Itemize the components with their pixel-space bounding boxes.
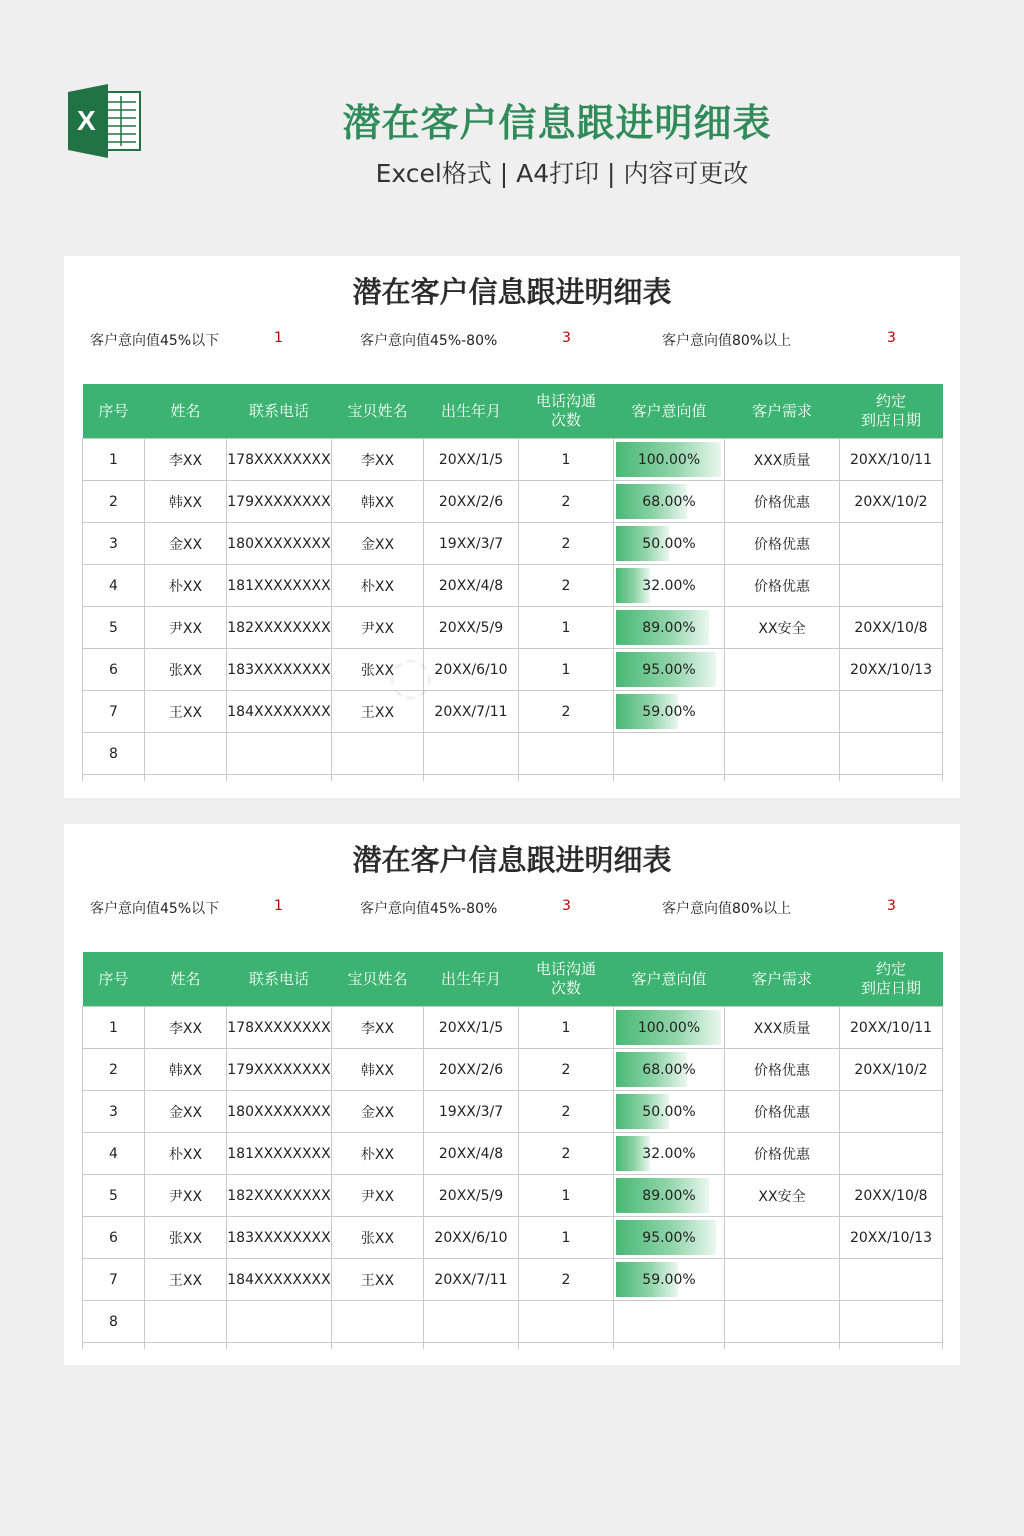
customer-need: 价格优惠: [725, 481, 840, 523]
row-no: 2: [83, 481, 145, 523]
table-row: [83, 1301, 943, 1343]
phone-number: 180XXXXXXXX: [227, 523, 332, 565]
empty-cell: [227, 775, 332, 782]
table-row: [83, 1091, 943, 1133]
table-row: [83, 1175, 943, 1217]
intent-value: [614, 565, 725, 607]
customer-need: [725, 649, 840, 691]
table-row: [83, 733, 943, 775]
customer-name: 金XX: [145, 1091, 227, 1133]
appointment-date: 20XX/10/8: [840, 1175, 943, 1217]
customer-need: 价格优惠: [725, 1049, 840, 1091]
phone-number: 181XXXXXXXX: [227, 1133, 332, 1175]
baby-name: 金XX: [332, 1091, 424, 1133]
intent-value: [614, 439, 725, 481]
customer-name: 王XX: [145, 691, 227, 733]
phone-number: 184XXXXXXXX: [227, 1259, 332, 1301]
birth-date: 20XX/2/6: [424, 1049, 519, 1091]
table-row: [83, 691, 943, 733]
phone-number: 179XXXXXXXX: [227, 481, 332, 523]
phone-number: [227, 1301, 332, 1343]
row-no: 3: [83, 1091, 145, 1133]
table-row: [83, 439, 943, 481]
phone-number: 183XXXXXXXX: [227, 1217, 332, 1259]
table-row: [83, 1217, 943, 1259]
phone-number: 178XXXXXXXX: [227, 1007, 332, 1049]
customer-need: XXX质量: [725, 439, 840, 481]
call-count: [519, 733, 614, 775]
baby-name: 张XX: [332, 649, 424, 691]
sheet-title: 潜在客户信息跟进明细表: [352, 843, 672, 877]
baby-name: [332, 733, 424, 775]
customer-name: [145, 733, 227, 775]
birth-date: 20XX/6/10: [424, 1217, 519, 1259]
table-row: [83, 649, 943, 691]
birth-date: 20XX/5/9: [424, 1175, 519, 1217]
empty-cell: [145, 1343, 227, 1350]
birth-date: 20XX/7/11: [424, 1259, 519, 1301]
appointment-date: 20XX/10/2: [840, 481, 943, 523]
column-header: 序号: [83, 952, 145, 1007]
appointment-date: [840, 691, 943, 733]
intent-value: [614, 481, 725, 523]
birth-date: 20XX/1/5: [424, 1007, 519, 1049]
intent-value: [614, 1091, 725, 1133]
call-count: 1: [519, 1175, 614, 1217]
intent-label: 59.00%: [642, 1271, 696, 1288]
table-row: [83, 523, 943, 565]
intent-label: 100.00%: [637, 451, 701, 468]
baby-name: 尹XX: [332, 607, 424, 649]
column-header: 序号: [83, 384, 145, 439]
customer-need: XXX质量: [725, 1007, 840, 1049]
watermark: ◌: [388, 646, 440, 706]
call-count: 2: [519, 1091, 614, 1133]
table-row: [83, 481, 943, 523]
customer-name: 韩XX: [145, 481, 227, 523]
call-count: 1: [519, 607, 614, 649]
table-row: [83, 1007, 943, 1049]
appointment-date: [840, 1133, 943, 1175]
customer-name: [145, 1301, 227, 1343]
appointment-date: [840, 1259, 943, 1301]
customer-name: 李XX: [145, 439, 227, 481]
intent-label: 50.00%: [642, 535, 696, 552]
svg-text:X: X: [77, 105, 96, 136]
row-no: 7: [83, 691, 145, 733]
intent-label: 95.00%: [642, 661, 696, 678]
customer-need: [725, 1301, 840, 1343]
appointment-date: 20XX/10/11: [840, 439, 943, 481]
baby-name: [332, 1301, 424, 1343]
customer-need: [725, 691, 840, 733]
birth-date: [424, 733, 519, 775]
summary-value-low: 1: [274, 330, 283, 346]
table-row: [83, 565, 943, 607]
customer-need: 价格优惠: [725, 565, 840, 607]
intent-value: [614, 523, 725, 565]
intent-label: 32.00%: [642, 577, 696, 594]
intent-value: [614, 1301, 725, 1343]
intent-value: [614, 1217, 725, 1259]
column-header: 客户意向值: [614, 952, 725, 1007]
intent-value: [614, 1133, 725, 1175]
customer-name: 金XX: [145, 523, 227, 565]
customer-name: 朴XX: [145, 565, 227, 607]
column-header: 约定 到店日期: [840, 384, 943, 439]
table-row: [83, 1259, 943, 1301]
page-title: 潜在客户信息跟进明细表: [342, 101, 772, 145]
baby-name: 李XX: [332, 1007, 424, 1049]
baby-name: 朴XX: [332, 1133, 424, 1175]
intent-label: 32.00%: [642, 1145, 696, 1162]
call-count: 1: [519, 649, 614, 691]
appointment-date: 20XX/10/2: [840, 1049, 943, 1091]
sheet-card-2: [64, 824, 960, 1365]
intent-label: 68.00%: [642, 1061, 696, 1078]
intent-label: 59.00%: [642, 703, 696, 720]
birth-date: 19XX/3/7: [424, 1091, 519, 1133]
sheet-title: 潜在客户信息跟进明细表: [352, 275, 672, 309]
call-count: 2: [519, 1259, 614, 1301]
customer-name: 张XX: [145, 1217, 227, 1259]
empty-cell: [840, 775, 943, 782]
empty-cell: [332, 1343, 424, 1350]
empty-cell: [145, 775, 227, 782]
birth-date: 20XX/4/8: [424, 565, 519, 607]
call-count: 2: [519, 481, 614, 523]
intent-value: [614, 1259, 725, 1301]
intent-value: [614, 733, 725, 775]
summary-value-mid: 3: [562, 898, 571, 914]
phone-number: 182XXXXXXXX: [227, 607, 332, 649]
summary-label-mid: 客户意向值45%-80%: [360, 901, 498, 917]
call-count: 1: [519, 1007, 614, 1049]
customer-name: 尹XX: [145, 1175, 227, 1217]
appointment-date: [840, 1301, 943, 1343]
baby-name: 王XX: [332, 691, 424, 733]
summary-value-low: 1: [274, 898, 283, 914]
customer-need: [725, 1259, 840, 1301]
appointment-date: [840, 565, 943, 607]
table-header-row: [83, 952, 943, 1007]
baby-name: 朴XX: [332, 565, 424, 607]
phone-number: 183XXXXXXXX: [227, 649, 332, 691]
row-no: 4: [83, 1133, 145, 1175]
row-no: 4: [83, 565, 145, 607]
call-count: 2: [519, 565, 614, 607]
table-row-cutoff: [83, 1343, 943, 1350]
call-count: 1: [519, 1217, 614, 1259]
summary-value-mid: 3: [562, 330, 571, 346]
birth-date: [424, 1301, 519, 1343]
baby-name: 韩XX: [332, 1049, 424, 1091]
appointment-date: 20XX/10/11: [840, 1007, 943, 1049]
empty-cell: [725, 1343, 840, 1350]
call-count: 2: [519, 1049, 614, 1091]
customer-name: 李XX: [145, 1007, 227, 1049]
baby-name: 尹XX: [332, 1175, 424, 1217]
page-subtitle: Excel格式 | A4打印 | 内容可更改: [375, 159, 749, 188]
intent-label: 89.00%: [642, 619, 696, 636]
phone-number: [227, 733, 332, 775]
intent-value: [614, 1007, 725, 1049]
customer-table: [82, 952, 943, 1349]
appointment-date: [840, 523, 943, 565]
intent-label: 50.00%: [642, 1103, 696, 1120]
column-header: 客户意向值: [614, 384, 725, 439]
customer-name: 尹XX: [145, 607, 227, 649]
summary-label-high: 客户意向值80%以上: [662, 901, 792, 917]
phone-number: 180XXXXXXXX: [227, 1091, 332, 1133]
row-no: 1: [83, 1007, 145, 1049]
baby-name: 李XX: [332, 439, 424, 481]
empty-cell: [519, 1343, 614, 1350]
row-no: 6: [83, 1217, 145, 1259]
baby-name: 金XX: [332, 523, 424, 565]
birth-date: 20XX/1/5: [424, 439, 519, 481]
appointment-date: [840, 1091, 943, 1133]
summary-label-high: 客户意向值80%以上: [662, 333, 792, 349]
appointment-date: 20XX/10/8: [840, 607, 943, 649]
row-no: 3: [83, 523, 145, 565]
intent-value: [614, 1049, 725, 1091]
call-count: 2: [519, 1133, 614, 1175]
row-no: 7: [83, 1259, 145, 1301]
row-no: 2: [83, 1049, 145, 1091]
empty-cell: [424, 1343, 519, 1350]
birth-date: 20XX/2/6: [424, 481, 519, 523]
phone-number: 178XXXXXXXX: [227, 439, 332, 481]
sheet-card-1: [64, 256, 960, 798]
baby-name: 韩XX: [332, 481, 424, 523]
row-no: 1: [83, 439, 145, 481]
column-header: 联系电话: [227, 384, 332, 439]
call-count: 2: [519, 523, 614, 565]
column-header: 联系电话: [227, 952, 332, 1007]
column-header: 电话沟通 次数: [519, 952, 614, 1007]
intent-value: [614, 691, 725, 733]
customer-name: 张XX: [145, 649, 227, 691]
row-no: 5: [83, 1175, 145, 1217]
intent-value: [614, 607, 725, 649]
phone-number: 181XXXXXXXX: [227, 565, 332, 607]
empty-cell: [83, 775, 145, 782]
summary-value-high: 3: [887, 330, 896, 346]
empty-cell: [332, 775, 424, 782]
row-no: 8: [83, 733, 145, 775]
intent-value: [614, 1175, 725, 1217]
empty-cell: [614, 1343, 725, 1350]
empty-cell: [83, 1343, 145, 1350]
summary-label-mid: 客户意向值45%-80%: [360, 333, 498, 349]
row-no: 6: [83, 649, 145, 691]
summary-label-low: 客户意向值45%以下: [90, 333, 220, 349]
summary-value-high: 3: [887, 898, 896, 914]
empty-cell: [840, 1343, 943, 1350]
customer-table: [82, 384, 943, 781]
birth-date: 19XX/3/7: [424, 523, 519, 565]
baby-name: 张XX: [332, 1217, 424, 1259]
call-count: 2: [519, 691, 614, 733]
empty-cell: [725, 775, 840, 782]
column-header: 客户需求: [725, 384, 840, 439]
table-header-row: [83, 384, 943, 439]
baby-name: 王XX: [332, 1259, 424, 1301]
phone-number: 182XXXXXXXX: [227, 1175, 332, 1217]
birth-date: 20XX/6/10: [424, 649, 519, 691]
row-no: 8: [83, 1301, 145, 1343]
customer-need: 价格优惠: [725, 1091, 840, 1133]
phone-number: 184XXXXXXXX: [227, 691, 332, 733]
summary-label-low: 客户意向值45%以下: [90, 901, 220, 917]
column-header: 电话沟通 次数: [519, 384, 614, 439]
empty-cell: [614, 775, 725, 782]
call-count: [519, 1301, 614, 1343]
customer-need: [725, 733, 840, 775]
intent-label: 95.00%: [642, 1229, 696, 1246]
customer-need: [725, 1217, 840, 1259]
intent-value: [614, 649, 725, 691]
table-row-cutoff: [83, 775, 943, 782]
customer-need: XX安全: [725, 1175, 840, 1217]
intent-label: 89.00%: [642, 1187, 696, 1204]
birth-date: 20XX/4/8: [424, 1133, 519, 1175]
column-header: 客户需求: [725, 952, 840, 1007]
customer-need: 价格优惠: [725, 523, 840, 565]
intent-label: 100.00%: [637, 1019, 701, 1036]
call-count: 1: [519, 439, 614, 481]
column-header: 姓名: [145, 952, 227, 1007]
table-row: [83, 1133, 943, 1175]
column-header: 出生年月: [424, 384, 519, 439]
intent-label: 68.00%: [642, 493, 696, 510]
phone-number: 179XXXXXXXX: [227, 1049, 332, 1091]
appointment-date: 20XX/10/13: [840, 649, 943, 691]
birth-date: 20XX/5/9: [424, 607, 519, 649]
empty-cell: [519, 775, 614, 782]
table-row: [83, 607, 943, 649]
appointment-date: 20XX/10/13: [840, 1217, 943, 1259]
column-header: 宝贝姓名: [332, 384, 424, 439]
customer-need: XX安全: [725, 607, 840, 649]
customer-name: 韩XX: [145, 1049, 227, 1091]
customer-name: 朴XX: [145, 1133, 227, 1175]
column-header: 宝贝姓名: [332, 952, 424, 1007]
appointment-date: [840, 733, 943, 775]
column-header: 出生年月: [424, 952, 519, 1007]
row-no: 5: [83, 607, 145, 649]
table-row: [83, 1049, 943, 1091]
empty-cell: [227, 1343, 332, 1350]
column-header: 约定 到店日期: [840, 952, 943, 1007]
column-header: 姓名: [145, 384, 227, 439]
empty-cell: [424, 775, 519, 782]
customer-need: 价格优惠: [725, 1133, 840, 1175]
birth-date: 20XX/7/11: [424, 691, 519, 733]
customer-name: 王XX: [145, 1259, 227, 1301]
